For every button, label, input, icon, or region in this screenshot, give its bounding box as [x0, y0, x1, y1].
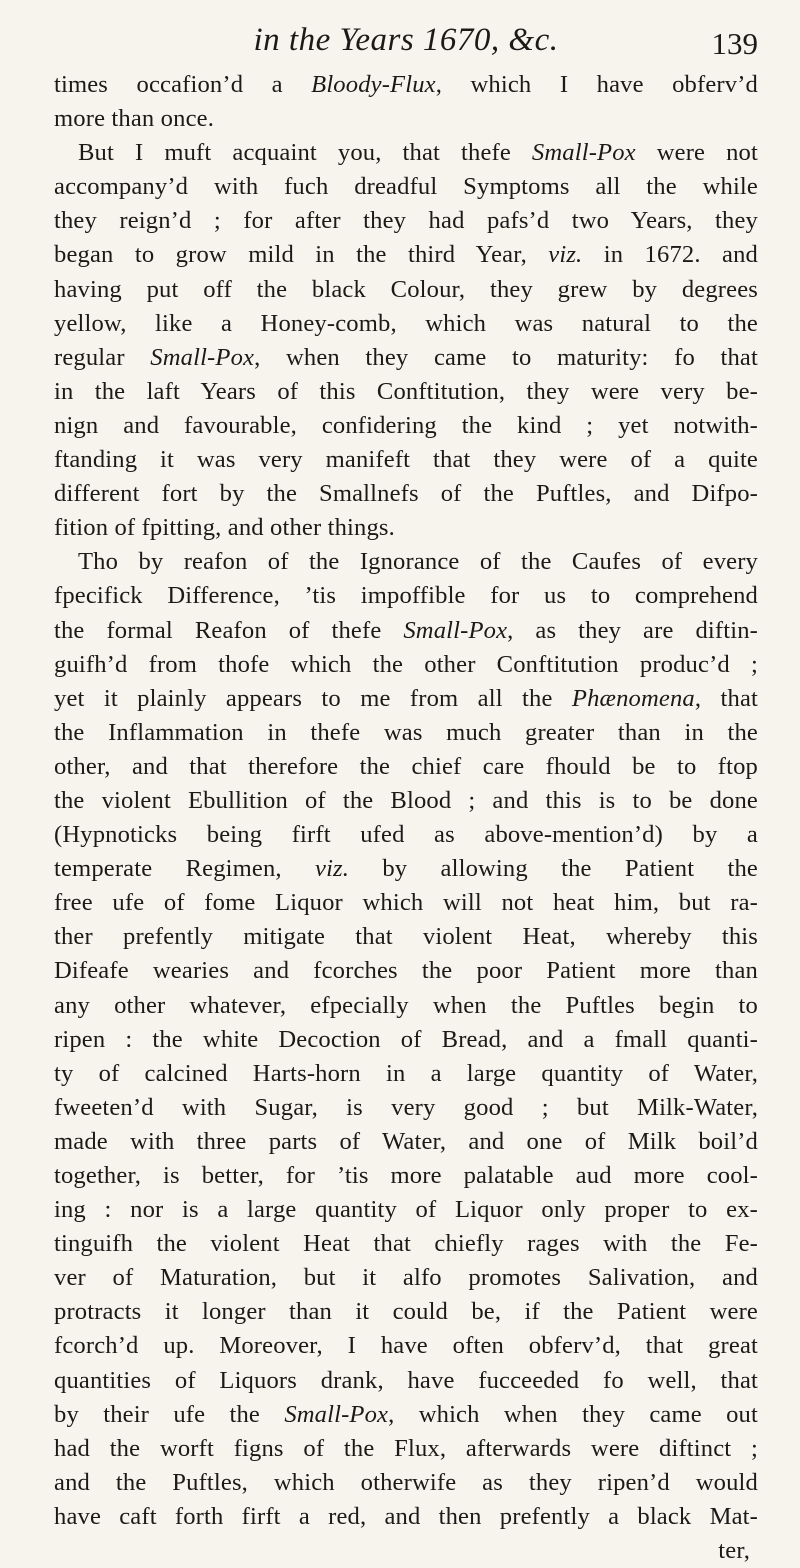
text-segment: ing : nor is a large quantity of Liquor only proper to ex-: [54, 1196, 758, 1224]
text-line: [54, 443, 758, 477]
text-line: [54, 204, 758, 238]
text-line: [54, 307, 758, 341]
text-segment: quantities of Liquors drank, have fucceeded fo well, that: [54, 1366, 758, 1394]
running-title: in the Years 1670, &c.: [253, 22, 559, 58]
text-line: [54, 273, 758, 307]
text-segment: ty of calcined Harts-horn in a large quantity of Water,: [54, 1059, 758, 1087]
catchword: ter,: [718, 1537, 750, 1565]
text-line: [54, 1091, 758, 1125]
text-segment: more than once.: [54, 105, 214, 133]
italic-text: Small-Pox: [531, 139, 636, 167]
italic-text: Small-Pox: [150, 343, 255, 371]
text-segment: ripen : the white Decoction of Bread, and a fmall quanti-: [54, 1025, 758, 1053]
text-segment: guifh’d from thofe which the other Conftitution produc’d ;: [54, 650, 758, 678]
text-segment: , which when they came out: [388, 1400, 758, 1428]
text-segment: they reign’d ; for after they had pafs’d two Years, they: [54, 207, 758, 235]
text-segment: were not: [635, 139, 758, 167]
text-segment: the violent Ebullition of the Blood ; and this is to be done: [54, 786, 758, 814]
text-segment: regular: [54, 343, 151, 371]
text-line: [54, 102, 758, 136]
text-line: [54, 1023, 758, 1057]
text-segment: But I muft acquaint you, that thefe: [78, 139, 532, 167]
text-segment: began to grow mild in the third Year,: [54, 241, 549, 269]
text-segment: other, and that therefore the chief care fhould be to ftop: [54, 752, 758, 780]
text-line: [54, 886, 758, 920]
text-line: [54, 1432, 758, 1466]
text-segment: Tho by reafon of the Ignorance of the Caufes of every: [78, 548, 758, 576]
text-segment: times occafion’d a: [54, 71, 312, 98]
italic-text: viz.: [548, 241, 583, 269]
text-line: [54, 989, 758, 1023]
text-line: [54, 648, 758, 682]
text-segment: made with three parts of Water, and one of Milk boil’d: [54, 1127, 758, 1155]
text-line: [54, 579, 758, 613]
italic-text: Small-Pox: [284, 1400, 389, 1428]
text-segment: by their ufe the: [54, 1400, 285, 1428]
text-segment: nign and favourable, confidering the kind ; yet notwith-: [54, 411, 758, 439]
text-line: [54, 409, 758, 443]
text-line: [54, 818, 758, 852]
text-line: [54, 170, 758, 204]
italic-text: viz.: [315, 855, 350, 883]
text-line: [54, 716, 758, 750]
text-line: [54, 341, 758, 375]
italic-text: Small-Pox: [403, 616, 508, 644]
running-header: [54, 22, 758, 66]
text-line: [54, 1125, 758, 1159]
text-segment: fition of fpitting, and other things.: [54, 514, 395, 542]
text-segment: by allowing the Patient the: [349, 855, 758, 883]
text-segment: , when they came to maturity: fo that: [254, 343, 758, 371]
text-line: [54, 1057, 758, 1091]
text-line: [54, 682, 758, 716]
text-segment: had the worft figns of the Flux, afterwards were diftinct ;: [54, 1434, 758, 1462]
text-line: [54, 1159, 758, 1193]
body-text: [54, 68, 758, 1534]
text-line: [54, 750, 758, 784]
text-segment: , which I have obferv’d: [435, 71, 758, 98]
text-segment: accompany’d with fuch dreadful Symptoms all the while: [54, 173, 758, 201]
text-line: [54, 238, 758, 272]
text-segment: yellow, like a Honey-comb, which was natural to the: [54, 309, 758, 337]
text-line: [54, 1398, 758, 1432]
text-segment: have caft forth firft a red, and then prefently a black Mat-: [54, 1502, 758, 1530]
text-segment: and the Puftles, which otherwife as they ripen’d would: [54, 1468, 758, 1496]
text-segment: free ufe of fome Liquor which will not heat him, but ra-: [54, 889, 758, 917]
text-segment: ther prefently mitigate that violent Heat, whereby this: [54, 923, 758, 951]
text-line: [54, 784, 758, 818]
text-line: [54, 1193, 758, 1227]
text-segment: ftanding it was very manifeft that they were of a quite: [54, 446, 758, 474]
text-line: [54, 375, 758, 409]
text-segment: protracts it longer than it could be, if the Patient were: [54, 1298, 758, 1326]
text-line: [54, 1261, 758, 1295]
text-line: [54, 545, 758, 579]
text-line: [54, 954, 758, 988]
text-segment: fweeten’d with Sugar, is very good ; but Milk-Water,: [54, 1093, 758, 1121]
text-segment: ver of Maturation, but it alfo promotes Salivation, and: [54, 1264, 758, 1292]
text-line: [54, 1295, 758, 1329]
text-segment: , as they are diftin-: [507, 616, 758, 644]
text-segment: different fort by the Smallnefs of the Puftles, and Difpo-: [54, 480, 758, 508]
text-segment: the Inflammation in thefe was much greater than in the: [54, 718, 758, 746]
text-line: [54, 1227, 758, 1261]
text-line: [54, 511, 758, 545]
text-segment: tinguifh the violent Heat that chiefly rages with the Fe-: [54, 1230, 758, 1258]
text-segment: yet it plainly appears to me from all the: [54, 684, 572, 712]
text-segment: fcorch’d up. Moreover, I have often obferv’d, that great: [54, 1332, 758, 1360]
text-segment: having put off the black Colour, they grew by degrees: [54, 275, 758, 303]
text-segment: any other whatever, efpecially when the Puftles begin to: [54, 991, 758, 1019]
page-number: 139: [711, 26, 758, 61]
text-segment: , that: [694, 684, 758, 712]
text-segment: together, is better, for ’tis more palatable aud more cool-: [54, 1162, 758, 1189]
text-segment: Difeafe wearies and fcorches the poor Patient more than: [54, 957, 758, 985]
text-line: [54, 614, 758, 648]
italic-text: Bloody-Flux: [311, 71, 436, 98]
text-segment: fpecifick Difference, ’tis impoffible for us to comprehend: [54, 582, 758, 610]
italic-text: Phænomena: [571, 684, 695, 712]
text-line: [54, 1329, 758, 1363]
text-segment: (Hypnoticks being firft ufed as above-mention’d) by a: [54, 821, 758, 849]
text-segment: in the laft Years of this Conftitution, they were very be-: [54, 377, 758, 405]
text-segment: temperate Regimen,: [54, 855, 315, 883]
text-line: [54, 852, 758, 886]
text-line: [54, 1364, 758, 1398]
text-line: [54, 477, 758, 511]
text-line: [54, 136, 758, 170]
text-segment: the formal Reafon of thefe: [54, 616, 404, 644]
text-line: [54, 1500, 758, 1534]
text-line: [54, 920, 758, 954]
text-segment: in 1672. and: [582, 241, 758, 269]
text-line: [54, 68, 758, 102]
